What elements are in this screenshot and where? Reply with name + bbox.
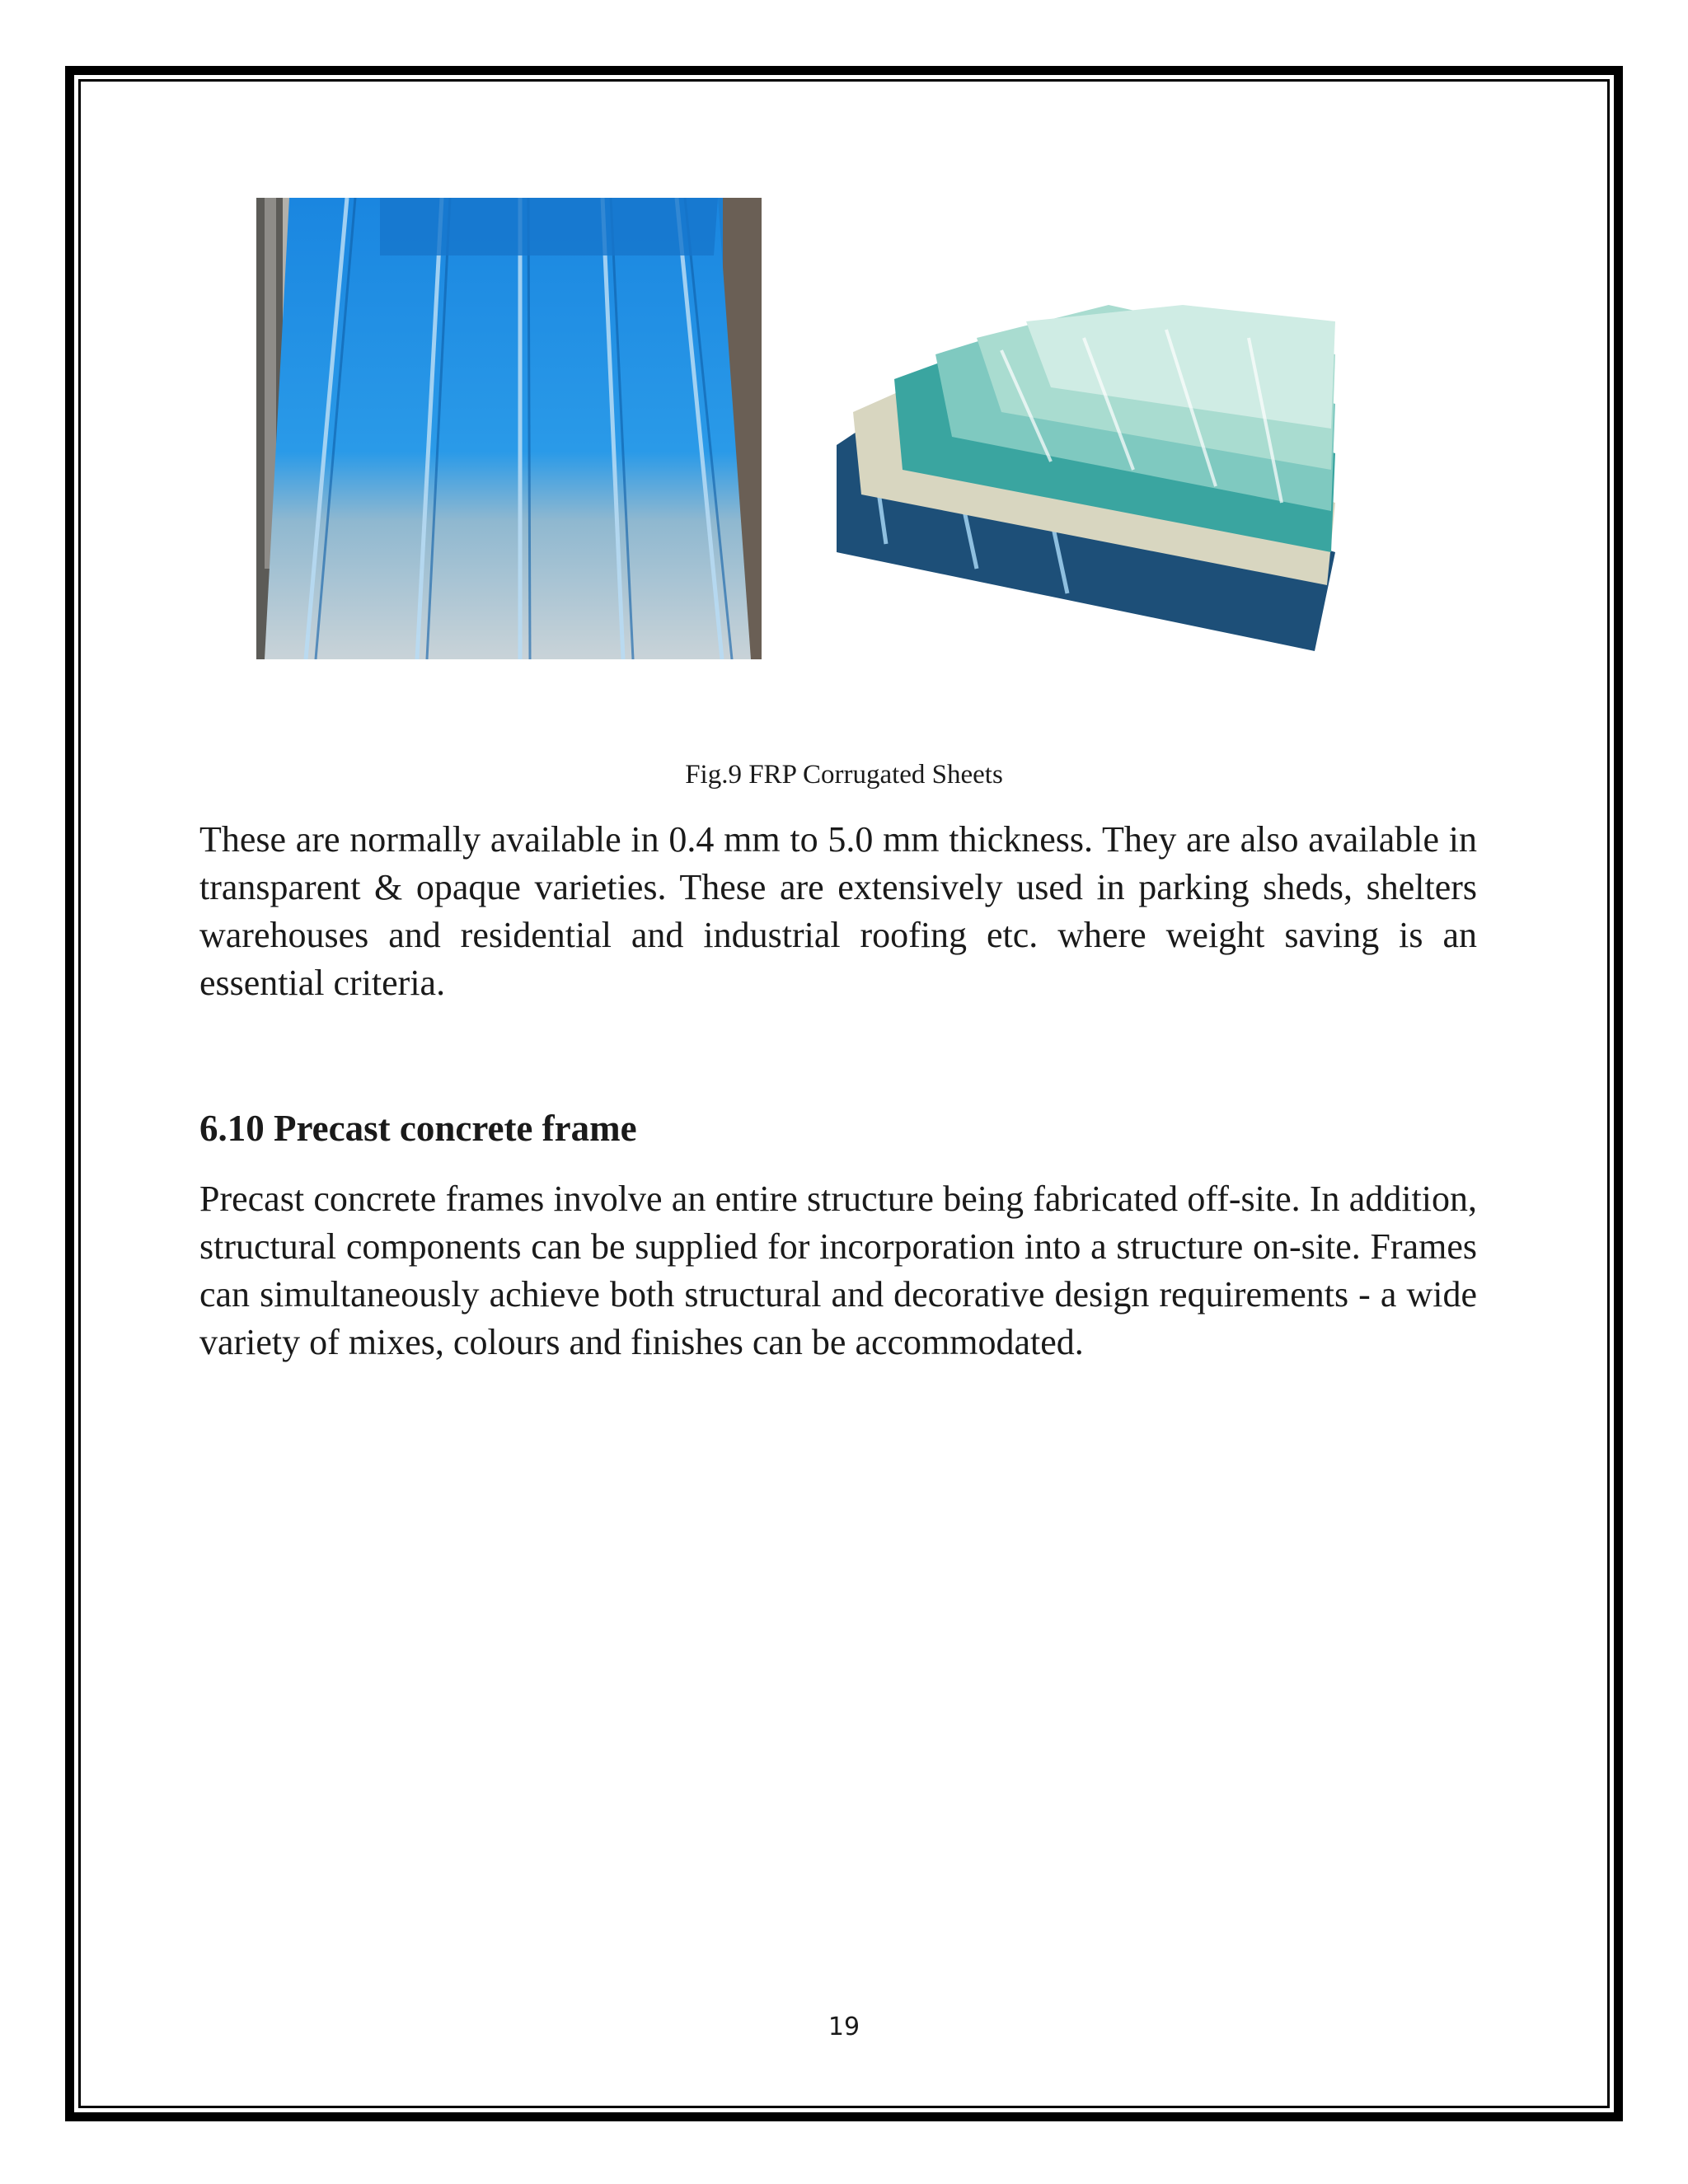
- section-heading: 6.10 Precast concrete frame: [199, 1108, 637, 1149]
- stacked-green-corrugated-sheets-photo: [837, 305, 1335, 651]
- blue-translucent-corrugated-sheet-photo: [256, 198, 762, 659]
- figure-caption: Fig.9 FRP Corrugated Sheets: [685, 760, 1003, 790]
- body-paragraph-1: These are normally available in 0.4 mm to 5.0 mm thickness. They are also available in transparent & opaque varieties. These are extensively used in parking sheds, shelters warehouses and residential and industrial roofing etc. where weight saving is an essential criteria.: [199, 819, 1477, 1003]
- body-paragraph-2: Precast concrete frames involve an entire structure being fabricated off-site. In addition, structural components can be supplied for incorporation into a structure on-site. Frames can simultaneously achieve both structural and decorative design requirements - a wide variety of mixes, colours and finishes can be accommodated.: [199, 1179, 1477, 1362]
- page-number: 19: [828, 2013, 860, 2041]
